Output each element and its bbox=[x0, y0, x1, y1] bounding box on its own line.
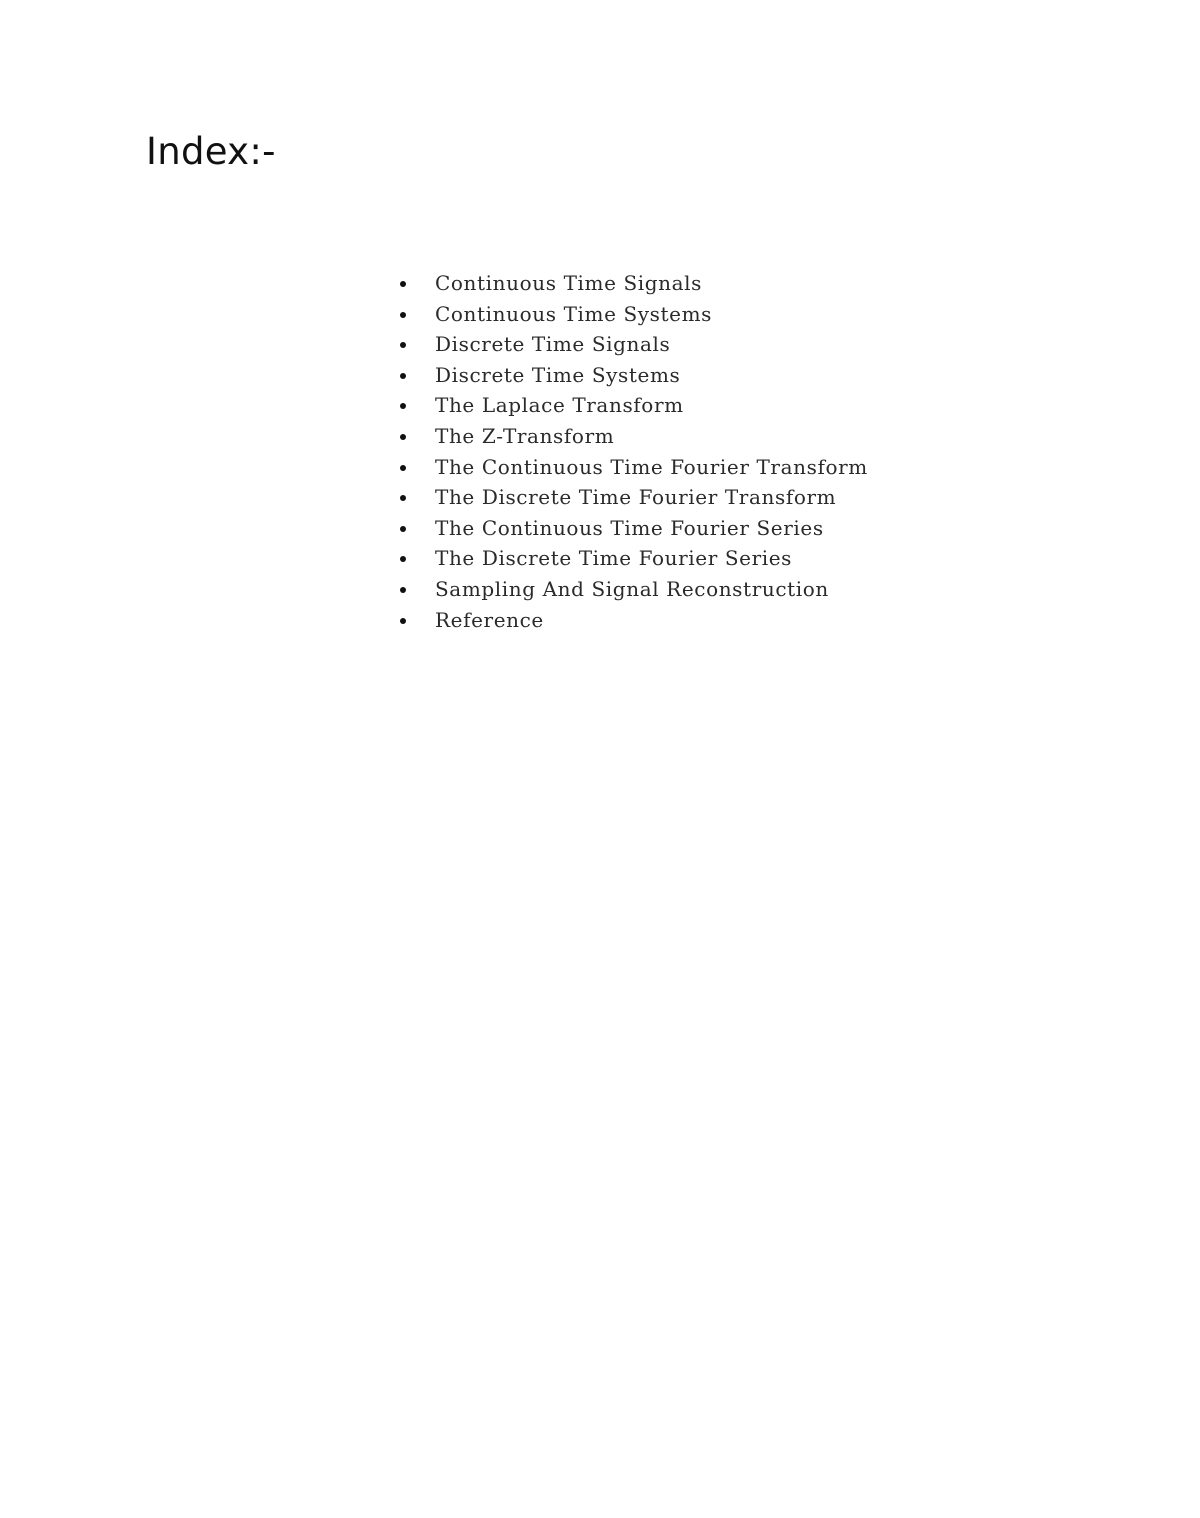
list-item bbox=[398, 329, 868, 360]
bullet-icon bbox=[400, 465, 406, 471]
list-item bbox=[398, 605, 868, 636]
list-item bbox=[398, 268, 868, 299]
list-item bbox=[398, 421, 868, 452]
list-item-label: Reference bbox=[435, 607, 544, 632]
list-item-label: The Laplace Transform bbox=[435, 393, 684, 418]
bullet-icon bbox=[400, 526, 406, 532]
list-item bbox=[398, 482, 868, 513]
list-item-label: Continuous Time Signals bbox=[435, 271, 703, 295]
bullet-icon bbox=[400, 587, 406, 593]
bullet-icon bbox=[400, 342, 406, 348]
list-item bbox=[398, 360, 868, 391]
bullet-icon bbox=[400, 495, 406, 501]
list-item bbox=[398, 299, 868, 330]
list-item-label: The Discrete Time Fourier Series bbox=[435, 546, 793, 571]
bullet-icon bbox=[400, 373, 406, 379]
list-item-label: The Z-Transform bbox=[435, 423, 615, 448]
list-item-label: The Continuous Time Fourier Transform bbox=[435, 454, 868, 479]
list-item-label: Discrete Time Signals bbox=[435, 332, 671, 357]
list-item bbox=[398, 452, 868, 483]
bullet-icon bbox=[400, 403, 406, 409]
bullet-icon bbox=[400, 281, 406, 287]
bullet-icon bbox=[400, 312, 406, 318]
page-title: Index:- bbox=[146, 130, 276, 173]
list-item-label: The Continuous Time Fourier Series bbox=[435, 515, 824, 540]
list-item bbox=[398, 543, 868, 574]
bullet-icon bbox=[400, 434, 406, 440]
list-item-label: Continuous Time Systems bbox=[435, 301, 713, 326]
index-list bbox=[398, 268, 868, 635]
bullet-icon bbox=[400, 556, 406, 562]
list-item-label: Sampling And Signal Reconstruction bbox=[435, 576, 829, 601]
list-item bbox=[398, 574, 868, 605]
list-item-label: Discrete Time Systems bbox=[435, 362, 681, 387]
bullet-icon bbox=[400, 618, 406, 624]
list-item bbox=[398, 513, 868, 544]
list-item-label: The Discrete Time Fourier Transform bbox=[435, 485, 837, 510]
list-item bbox=[398, 390, 868, 421]
